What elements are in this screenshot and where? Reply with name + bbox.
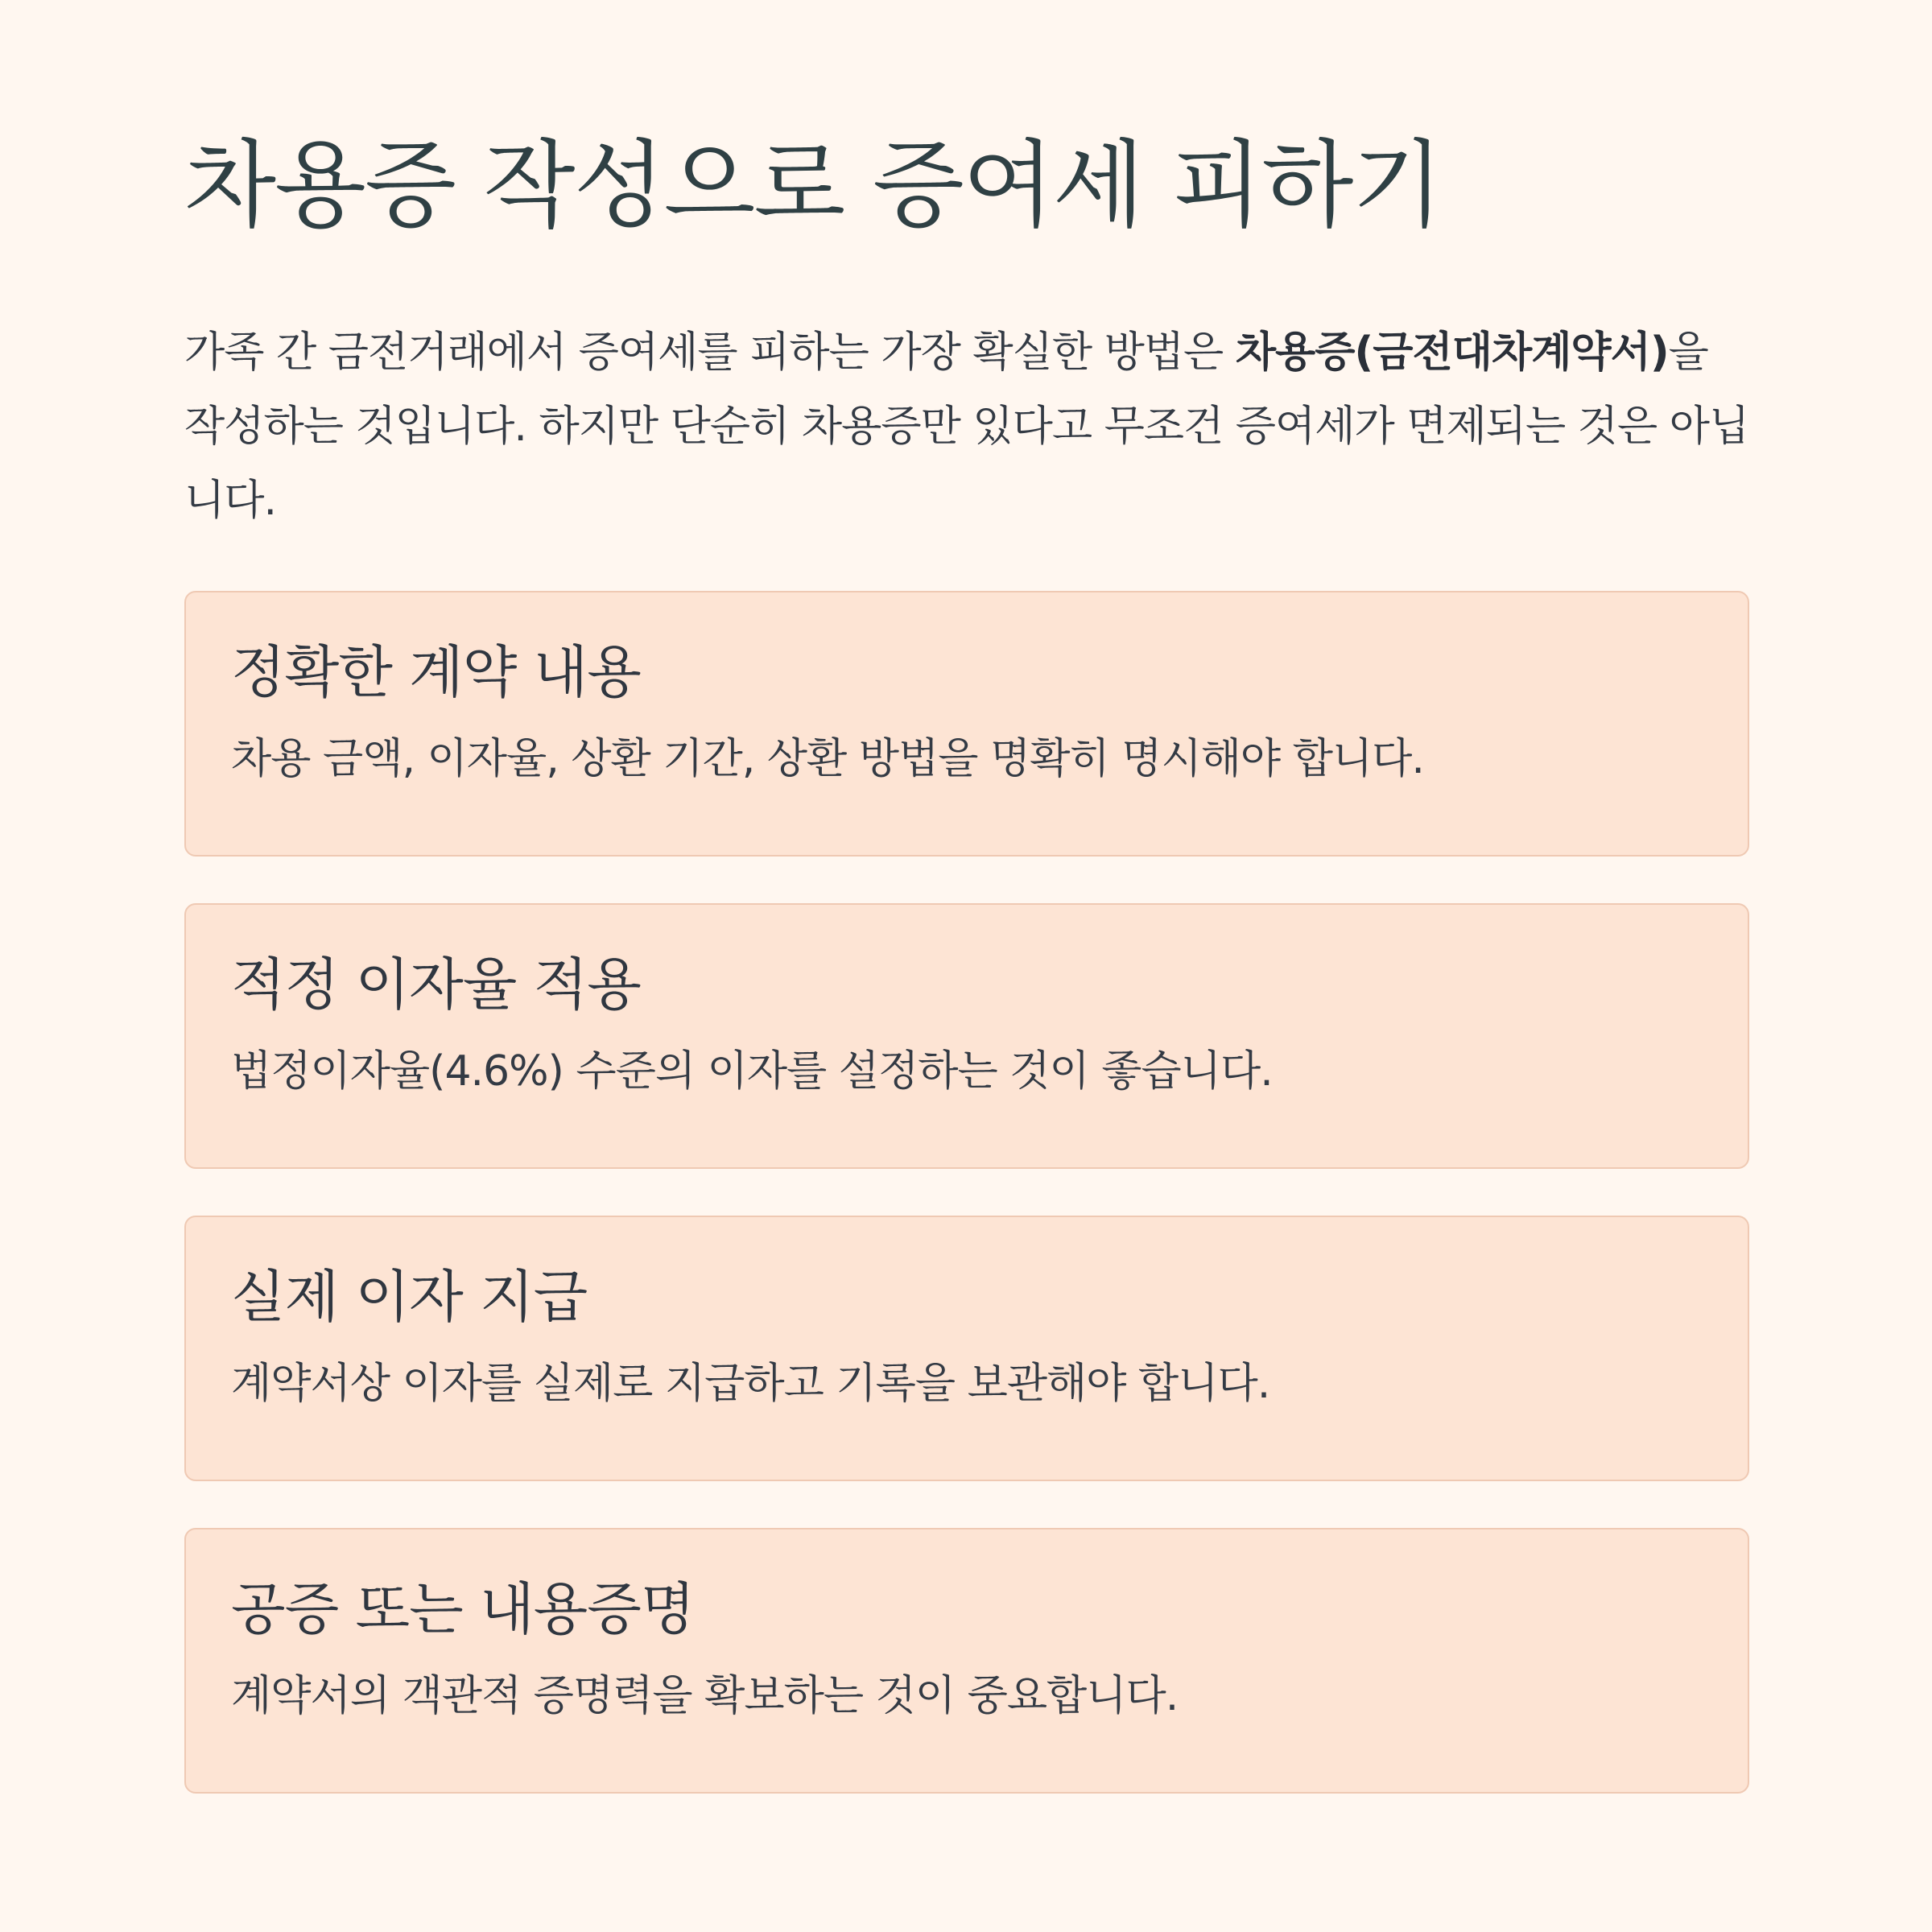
intro-bold-term: 차용증(금전대차계약서)	[1235, 328, 1669, 377]
tip-card-list	[184, 591, 1749, 1794]
page-title: 차용증 작성으로 증여세 피하기	[184, 130, 1443, 241]
card-text: 차용 금액, 이자율, 상환 기간, 상환 방법을 명확히 명시해야 합니다.	[231, 735, 1424, 783]
card-title: 실제 이자 지급	[231, 1264, 588, 1330]
card-title: 공증 또는 내용증명	[231, 1576, 695, 1642]
intro-text-after: 을 작성하는 것입니다. 하지만 단순히 차용증만 있다고 무조건 증여세가 면제되는 것은 아닙니다.	[184, 328, 1749, 525]
intro-paragraph	[184, 316, 1749, 538]
tip-card-contract-details	[184, 591, 1749, 857]
intro-text-before: 가족 간 금전거래에서 증여세를 피하는 가장 확실한 방법은	[184, 328, 1236, 377]
card-title: 적정 이자율 적용	[231, 952, 641, 1018]
card-title: 정확한 계약 내용	[231, 639, 641, 705]
card-text: 계약서상 이자를 실제로 지급하고 기록을 보관해야 합니다.	[231, 1360, 1270, 1408]
card-text: 계약서의 객관적 증명력을 확보하는 것이 중요합니다.	[231, 1672, 1179, 1720]
document-page	[184, 129, 1749, 1840]
tip-card-interest-rate	[184, 903, 1749, 1169]
tip-card-notarization	[184, 1528, 1749, 1794]
tip-card-interest-payment	[184, 1216, 1749, 1481]
card-text: 법정이자율(4.6%) 수준의 이자를 설정하는 것이 좋습니다.	[231, 1047, 1273, 1096]
